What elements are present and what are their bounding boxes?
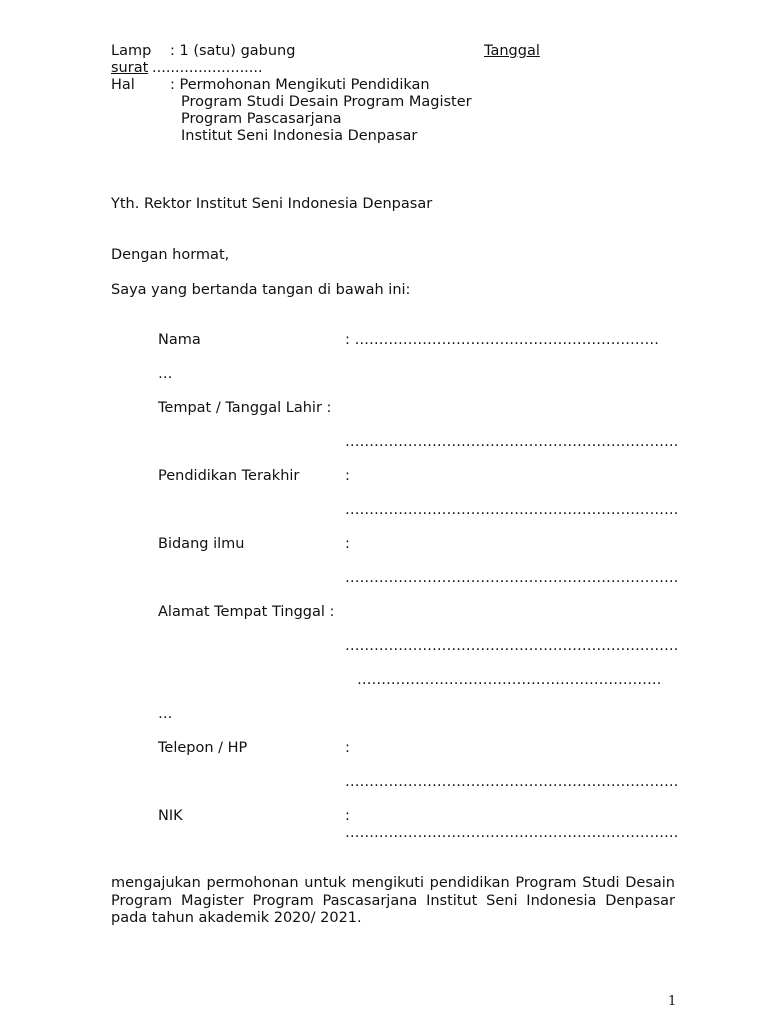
alamat-continuation: …: [158, 706, 173, 722]
page-number: 1: [668, 994, 677, 1009]
bidang-colon: :: [345, 536, 350, 552]
alamat-label: Alamat Tempat Tinggal :: [158, 604, 335, 620]
nama-label: Nama: [158, 332, 201, 348]
ttl-dots: ……………………………………………………………: [345, 434, 679, 450]
ttl-label: Tempat / Tanggal Lahir :: [158, 400, 332, 416]
hal-line: Institut Seni Indonesia Denpasar: [181, 128, 418, 144]
recipient: Yth. Rektor Institut Seni Indonesia Denpasar: [111, 196, 433, 212]
surat-dots: ........................: [152, 60, 263, 76]
alamat-dots-1: ……………………………………………………………: [345, 638, 679, 654]
greeting: Dengan hormat,: [111, 247, 230, 263]
nik-colon: :: [345, 808, 350, 824]
tanggal-label: Tanggal: [484, 43, 540, 59]
hal-label: Hal: [111, 77, 135, 93]
telepon-colon: :: [345, 740, 350, 756]
hal-line: Program Studi Desain Program Magister: [181, 94, 472, 110]
pendidikan-colon: :: [345, 468, 350, 484]
telepon-dots: ……………………………………………………………: [345, 774, 679, 790]
surat-label: surat: [111, 60, 149, 76]
nama-continuation: …: [158, 366, 173, 382]
nama-dots: : ………………………………………………………: [345, 332, 659, 348]
pendidikan-label: Pendidikan Terakhir: [158, 468, 300, 484]
lamp-value: : 1 (satu) gabung: [170, 43, 296, 59]
hal-line: Program Pascasarjana: [181, 111, 342, 127]
alamat-dots-2: ………………………………………………………: [357, 672, 662, 688]
nik-label: NIK: [158, 808, 183, 824]
bidang-dots: ……………………………………………………………: [345, 570, 679, 586]
lamp-label: Lamp: [111, 43, 152, 59]
pendidikan-dots: ……………………………………………………………: [345, 502, 679, 518]
telepon-label: Telepon / HP: [158, 740, 248, 756]
intro-text: Saya yang bertanda tangan di bawah ini:: [111, 282, 411, 298]
bidang-label: Bidang ilmu: [158, 536, 245, 552]
hal-line: : Permohonan Mengikuti Pendidikan: [170, 77, 430, 93]
closing-paragraph: mengajukan permohonan untuk mengikuti pendidikan Program Studi Desain Program Magister Program Pascasarjana Institut Seni Indonesia Denpasar pada tahun akademik 2020/ 2021.: [111, 875, 675, 926]
nik-dots: ……………………………………………………………: [345, 825, 679, 841]
